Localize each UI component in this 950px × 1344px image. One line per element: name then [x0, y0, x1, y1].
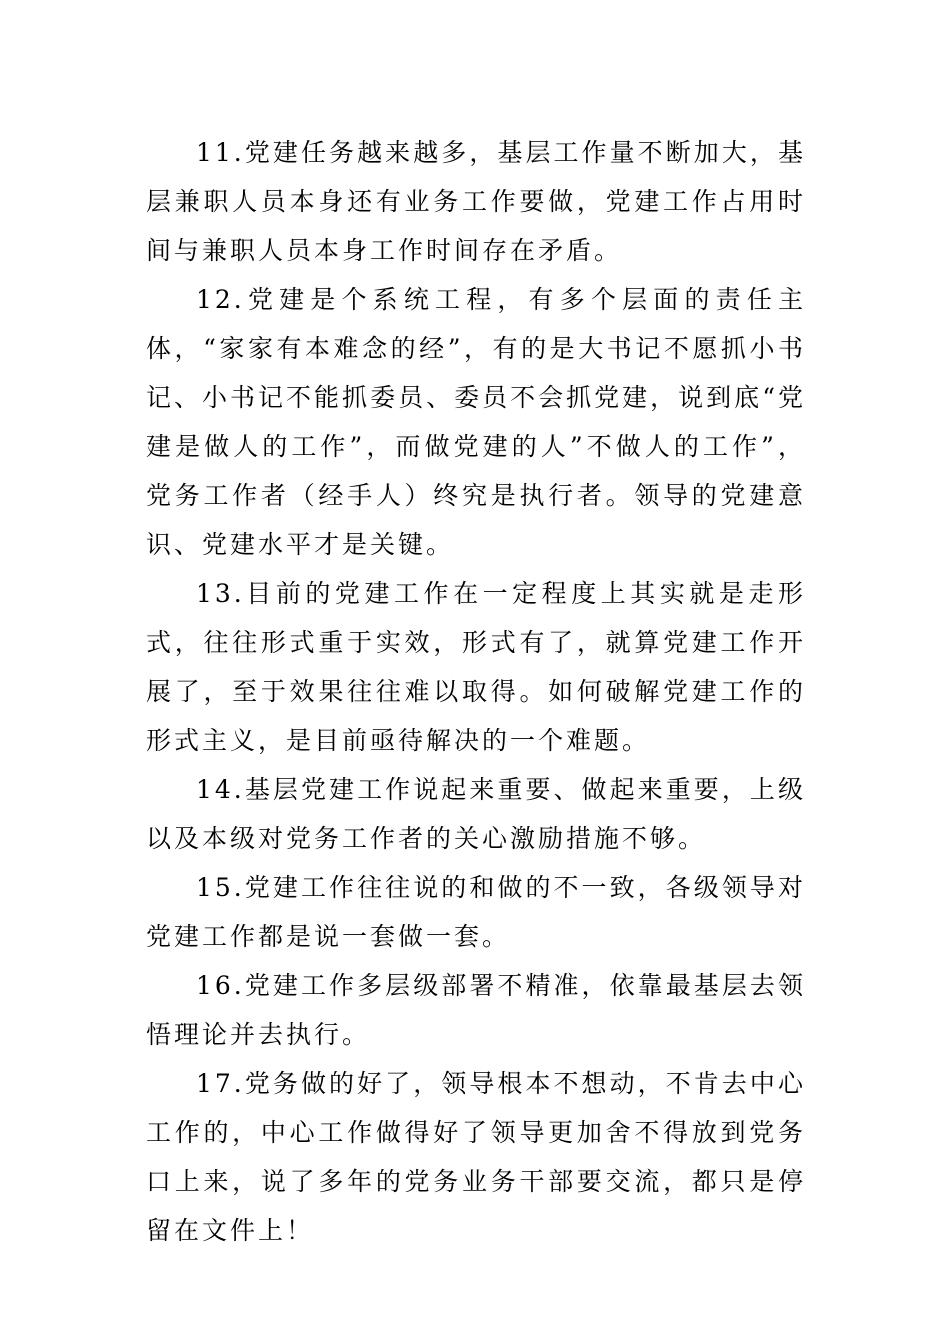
paragraph-11: 11.党建任务越来越多，基层工作量不断加大，基层兼职人员本身还有业务工作要做，党建工作占用时间与兼职人员本身工作时间存在矛盾。 — [146, 138, 806, 265]
paragraph-14: 14.基层党建工作说起来重要、做起来重要，上级以及本级对党务工作者的关心激励措施不够。 — [146, 775, 806, 853]
paragraph-16: 16.党建工作多层级部署不精准，依靠最基层去领悟理论并去执行。 — [146, 971, 806, 1049]
paragraph-12: 12.党建是个系统工程，有多个层面的责任主体，“家家有本难念的经”，有的是大书记不愿抓小书记、小书记不能抓委员、委员不会抓党建，说到底“党建是做人的工作”，而做党建的人”不做人的工作”，党务工作者（经手人）终究是执行者。领导的党建意识、党建水平才是关键。 — [146, 285, 806, 559]
paragraph-17: 17.党务做的好了，领导根本不想动，不肯去中心工作的，中心工作做得好了领导更加舍不得放到党务口上来，说了多年的党务业务干部要交流，都只是停留在文件上！ — [146, 1069, 806, 1245]
document-body — [146, 128, 806, 1255]
paragraph-15: 15.党建工作往往说的和做的不一致，各级领导对党建工作都是说一套做一套。 — [146, 873, 806, 951]
paragraph-13: 13.目前的党建工作在一定程度上其实就是走形式，往往形式重于实效，形式有了，就算党建工作开展了，至于效果往往难以取得。如何破解党建工作的形式主义，是目前亟待解决的一个难题。 — [146, 579, 806, 755]
